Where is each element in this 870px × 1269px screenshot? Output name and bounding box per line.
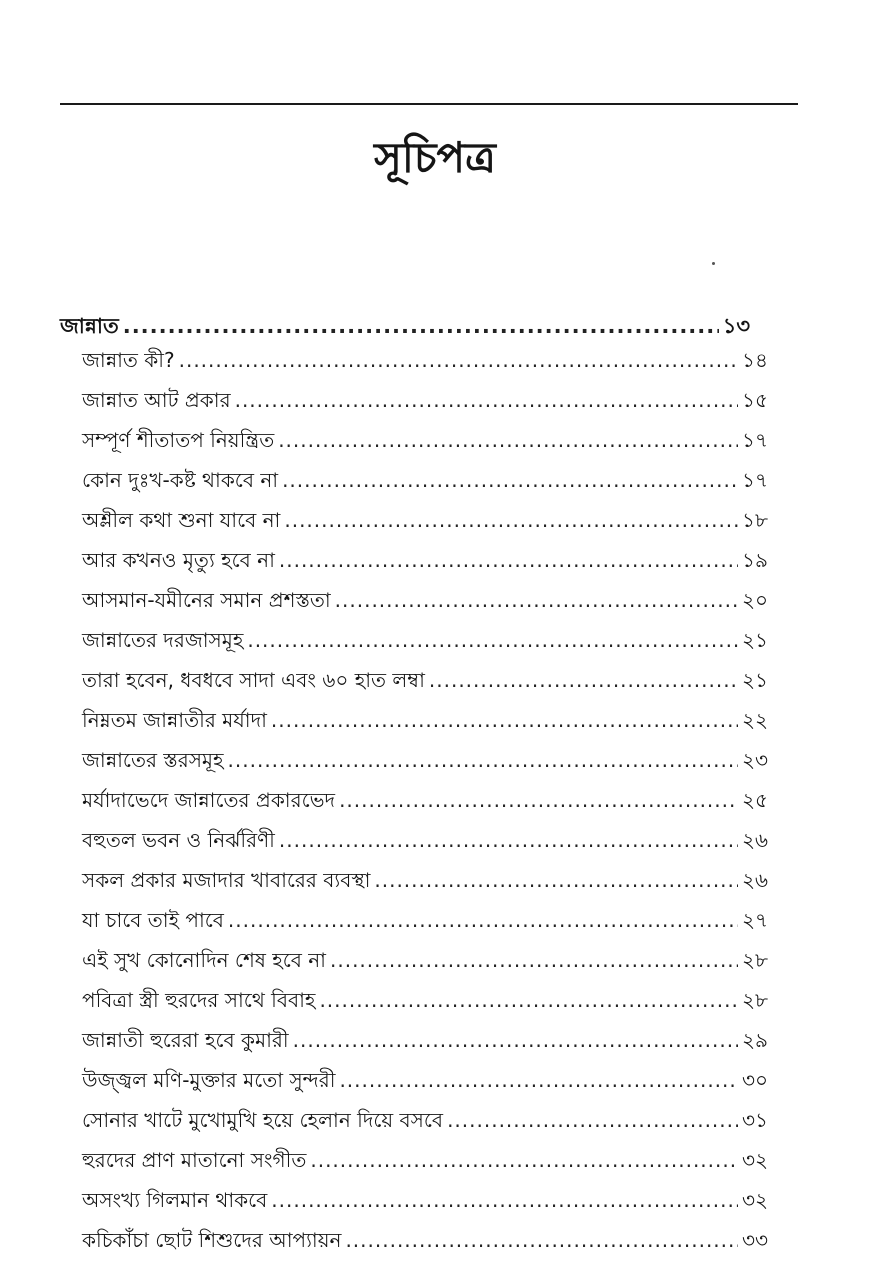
toc-entry-label: সকল প্রকার মজাদার খাবারের ব্যবস্থা [82, 868, 371, 892]
toc-leader-dots [293, 1020, 738, 1060]
toc-entry-label: জান্নাত কী? [82, 348, 175, 372]
toc-entry-page: ২২ [741, 708, 768, 732]
toc-entry[interactable] [82, 900, 768, 940]
toc-entry[interactable] [82, 540, 768, 580]
toc-entry-label: জান্নাত আট প্রকার [82, 388, 231, 412]
toc-entry-label: এই সুখ কোনোদিন শেষ হবে না [82, 948, 326, 972]
toc-entry-label: সোনার খাটে মুখোমুখি হয়ে হেলান দিয়ে বসবে [82, 1108, 444, 1132]
toc-entry[interactable] [82, 500, 768, 540]
toc-entry[interactable] [82, 620, 768, 660]
toc-entry-page: ৩০ [741, 1068, 768, 1092]
toc-entry-label: বহুতল ভবন ও নির্ঝরিণী [82, 828, 275, 852]
toc-leader-dots [319, 980, 738, 1020]
toc-leader-dots [330, 940, 738, 980]
toc-entry-page: ১৯ [742, 548, 768, 572]
page-title: সূচিপত্র [374, 133, 496, 182]
toc-entry-label: অসংখ্য গিলমান থাকবে [82, 1188, 268, 1212]
toc-entry-page: ২৮ [742, 988, 768, 1012]
toc-entry-label: সম্পূর্ণ শীতাতপ নিয়ন্ত্রিত [82, 428, 275, 452]
toc-entry-page: ২৬ [741, 868, 768, 892]
toc-entry[interactable] [82, 460, 768, 500]
toc-entry-label: আর কখনও মৃত্যু হবে না [82, 548, 275, 572]
toc-entry[interactable] [82, 340, 768, 380]
toc-entry-label: জান্নাতী হুরেরা হবে কুমারী [82, 1028, 289, 1052]
toc-leader-dots [310, 1140, 738, 1180]
toc-leader-dots [235, 380, 738, 420]
toc-leader-dots [179, 340, 738, 380]
toc-entry-label: কোন দুঃখ-কষ্ট থাকবে না [82, 468, 279, 492]
toc-entry-page: ৩২ [741, 1188, 768, 1212]
toc-entry-label: পবিত্রা স্ত্রী হুরদের সাথে বিবাহ [82, 988, 316, 1012]
toc-entry-label: উজ্জ্বল মণি-মুক্তার মতো সুন্দরী [82, 1068, 336, 1092]
toc-leader-dots [278, 420, 738, 460]
toc-entry-label: অশ্লীল কথা শুনা যাবে না [82, 508, 281, 532]
toc-entry-page: ১৭ [742, 428, 768, 452]
toc-leader-dots [374, 860, 738, 900]
toc-entry-page: ৩৩ [741, 1228, 768, 1252]
toc-leader-dots [447, 1100, 738, 1140]
toc-entry[interactable] [82, 420, 768, 460]
toc-entry-label: জান্নাতের স্তরসমূহ [82, 748, 224, 772]
toc-entry-page: ৩১ [742, 1108, 768, 1132]
toc-entry-page: ২১ [742, 668, 768, 692]
toc-entry-label: হুরদের প্রাণ মাতানো সংগীত [82, 1148, 307, 1172]
toc-entry[interactable] [82, 980, 768, 1020]
toc-entry[interactable] [82, 380, 768, 420]
toc-entry-label: তারা হবেন, ধবধবে সাদা এবং ৬০ হাত লম্বা [82, 668, 425, 692]
toc-entry[interactable] [82, 1180, 768, 1220]
toc-leader-dots [271, 1180, 738, 1220]
toc-entry[interactable] [82, 860, 768, 900]
toc-entry-page: ১৪ [742, 348, 768, 372]
toc-entry-label: মর্যাদাভেদে জান্নাতের প্রকারভেদ [82, 788, 336, 812]
top-rule [60, 103, 798, 105]
toc-leader-dots [284, 500, 738, 540]
toc-entry-label: আসমান-যমীনের সমান প্রশস্ততা [82, 588, 331, 612]
toc-entry[interactable] [82, 580, 768, 620]
toc-entry[interactable] [82, 1220, 768, 1260]
toc-entry[interactable] [82, 660, 768, 700]
toc-entry-label: জান্নাতের দরজাসমূহ [82, 628, 244, 652]
print-speck [712, 262, 715, 265]
toc-leader-dots [345, 1220, 738, 1260]
toc-entry-label: যা চাবে তাই পাবে [82, 908, 224, 932]
toc-entry[interactable] [82, 1020, 768, 1060]
toc-entry[interactable] [82, 820, 768, 860]
toc-section-page: ১৩ [722, 314, 750, 338]
toc-leader-dots [247, 620, 738, 660]
toc-section-label: জান্নাত [60, 314, 119, 338]
toc-entry-page: ২৩ [741, 748, 768, 772]
toc-entry[interactable] [82, 700, 768, 740]
toc-entry-page: ২৮ [742, 948, 768, 972]
toc-leader-dots [228, 740, 738, 780]
toc-leader-dots [228, 900, 738, 940]
toc-entry-label: কচিকাঁচা ছোট শিশুদের আপ্যায়ন [82, 1228, 342, 1252]
toc-entry-page: ২৬ [741, 828, 768, 852]
toc-leader-dots [279, 540, 738, 580]
toc-entry-label: নিম্নতম জান্নাতীর মর্যাদা [82, 708, 267, 732]
toc-leader-dots [429, 660, 738, 700]
toc-entry-page: ১৭ [742, 468, 768, 492]
toc-leader-dots [282, 460, 738, 500]
toc-entry-page: ১৫ [742, 388, 768, 412]
toc-leader-dots [271, 700, 738, 740]
toc-entry[interactable] [82, 940, 768, 980]
toc-leader-dots [335, 580, 738, 620]
toc-entry[interactable] [82, 1140, 768, 1180]
toc-leader-dots [279, 820, 738, 860]
toc-entry-page: ৩২ [741, 1148, 768, 1172]
toc-entry[interactable] [82, 740, 768, 780]
toc-entry[interactable] [82, 1100, 768, 1140]
toc-entry-page: ২৫ [742, 788, 768, 812]
toc-entry-page: ২৭ [741, 908, 768, 932]
toc-entry-page: ২৯ [742, 1028, 768, 1052]
toc-entry[interactable] [82, 780, 768, 820]
toc-entry[interactable] [82, 1060, 768, 1100]
toc-leader-dots [339, 1060, 738, 1100]
toc-leader-dots [339, 780, 738, 820]
toc-entry-page: ২১ [742, 628, 768, 652]
toc-entry-page: ২০ [741, 588, 768, 612]
toc-entry-page: ১৮ [742, 508, 768, 532]
